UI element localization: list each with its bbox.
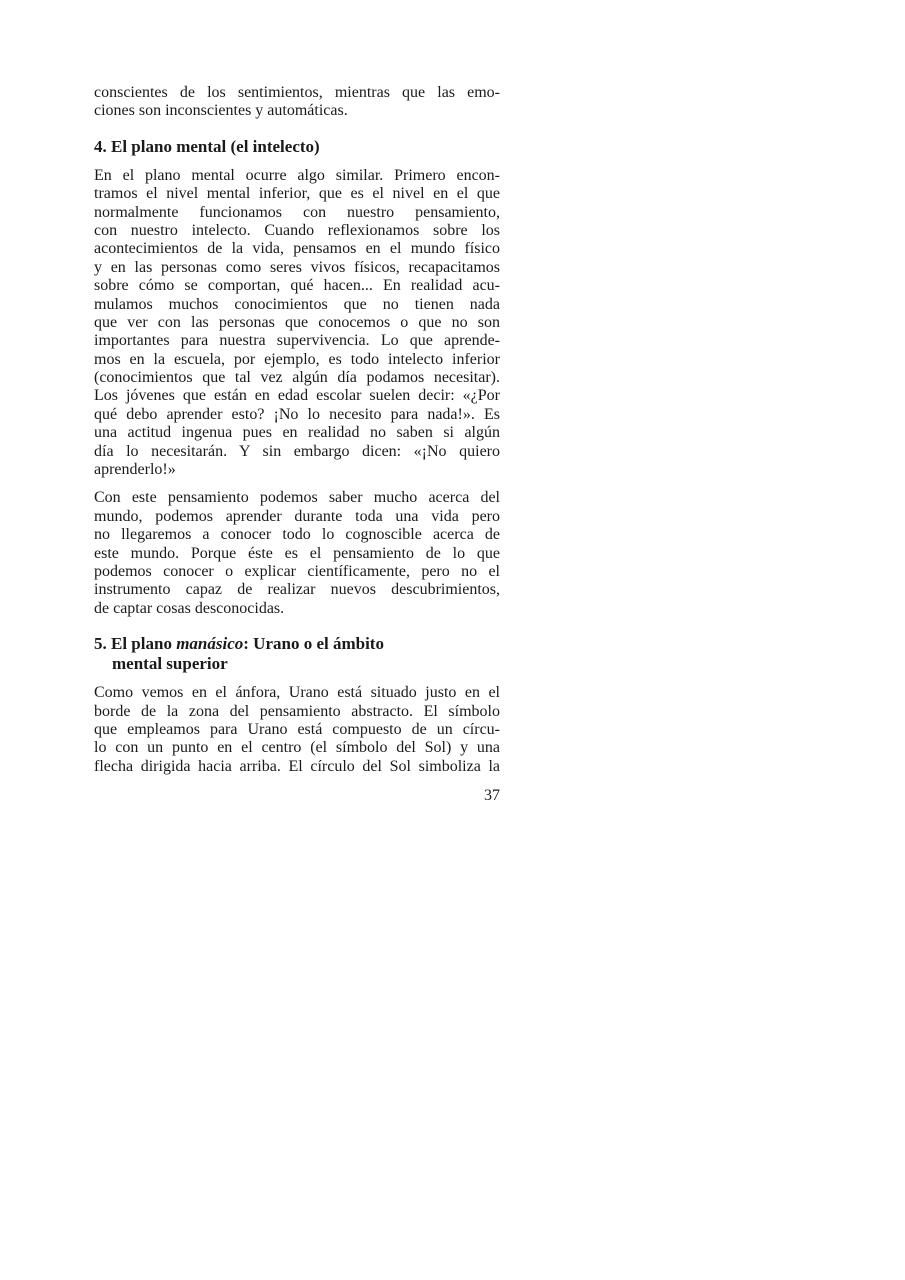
section-5-heading [94,634,500,674]
text-line: borde de la zona del pensamiento abstracto. El símbolo [94,702,500,720]
text-line: mulamos muchos conocimientos que no tienen nada [94,295,500,313]
text-line: sobre cómo se comportan, qué hacen... En realidad acu- [94,277,500,295]
text-line: una actitud ingenua pues en realidad no saben si algún [94,424,500,442]
section-5-heading-prefix: 5. El plano [94,634,177,654]
text-line: Los jóvenes que están en edad escolar suelen decir: «¿Por [94,387,500,405]
text-line: podemos conocer o explicar científicamente, pero no el [94,562,500,580]
text-line: este mundo. Porque éste es el pensamiento de lo que [94,544,500,562]
text-line: no llegaremos a conocer todo lo cognoscible acerca de [94,526,500,544]
text-line: acontecimientos de la vida, pensamos en el mundo físico [94,240,500,258]
text-line: normalmente funcionamos con nuestro pensamiento, [94,203,500,221]
section-5-heading-suffix: : Urano o el ámbito [243,634,384,654]
text-line: importantes para nuestra supervivencia. Lo que aprende- [94,332,500,350]
text-line: y en las personas como seres vivos físicos, recapacitamos [94,258,500,276]
text-line: que ver con las personas que conocemos o que no son [94,313,500,331]
text-line: (conocimientos que tal vez algún día podamos necesitar). [94,369,500,387]
section-4-paragraph-1 [94,167,500,480]
text-line: mos en la escuela, por ejemplo, es todo intelecto inferior [94,350,500,368]
page-body [94,84,500,776]
text-line: aprenderlo!» [94,461,176,479]
intro-paragraph [94,84,500,121]
text-line: mundo, podemos aprender durante toda una vida pero [94,507,500,525]
section-4-heading: 4. El plano mental (el intelecto) [94,136,320,156]
section-5-heading-italic: manásico [176,634,244,654]
text-line: Con este pensamiento podemos saber mucho acerca del [94,489,500,507]
text-line: de captar cosas desconocidas. [94,599,285,617]
text-line: tramos el nivel mental inferior, que es el nivel en el que [94,185,500,203]
text-line: En el plano mental ocurre algo similar. Primero encon- [94,166,500,184]
text-line: qué debo aprender esto? ¡No lo necesito para nada!». Es [94,405,500,423]
text-line: flecha dirigida hacia arriba. El círculo del Sol simboliza la [94,757,500,775]
text-line: día lo necesitarán. Y sin embargo dicen: «¡No quiero [94,442,500,460]
page-number: 37 [484,787,500,804]
text-line: instrumento capaz de realizar nuevos descubrimientos, [94,581,500,599]
section-4-paragraph-2 [94,489,500,618]
section-5-heading-line2: mental superior [112,654,228,674]
text-line: conscientes de los sentimientos, mientras que las emo- [94,84,500,101]
text-line: con nuestro intelecto. Cuando reflexionamos sobre los [94,221,500,239]
section-5-paragraph-1 [94,684,500,776]
text-line: que empleamos para Urano está compuesto de un círcu- [94,720,500,738]
text-line: Como vemos en el ánfora, Urano está situado justo en el [94,684,500,702]
text-line: lo con un punto en el centro (el símbolo del Sol) y una [94,739,500,757]
text-line: ciones son inconscientes y automáticas. [94,102,348,120]
